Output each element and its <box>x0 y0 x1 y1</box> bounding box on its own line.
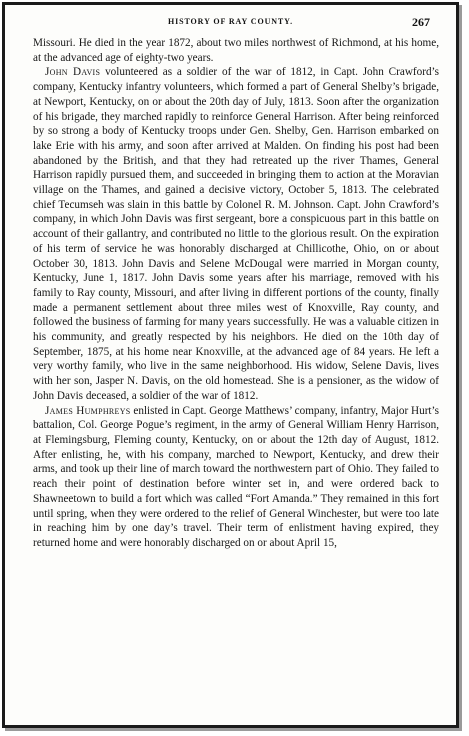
book-page <box>2 2 459 728</box>
paragraph-john-davis <box>33 65 439 403</box>
paragraph-continuation <box>33 36 439 65</box>
running-head: HISTORY OF RAY COUNTY. <box>167 17 294 26</box>
page-number: 267 <box>412 15 430 29</box>
paragraph-text: Missouri. He died in the year 1872, about two miles northwest of Richmond, at his home, at the advanced age of eighty-two years. <box>33 37 439 64</box>
paragraph-text: enlisted in Capt. George Matthews’ company, infantry, Major Hurt’s battalion, Col. George Pogue’s regiment, in the army of General William Henry Harrison, at Flemingsburg, Fleming county, Kentucky, on or about the 12th day of August, 1812. After enlisting, he, with his company, marched to Newport, Kentucky, and drew their arms, and took up their line of march toward the northwestern part of Ohio. They failed to reach their point of destination before winter set in, and were ordered back to Shawneetown to build a fort which was called “Fort Amanda.” They remained in this fort until spring, when they were ordered to the relief of General Winchester, but were too late in reaching him by one day’s travel. Their term of enlistment having expired, they returned home and were honorably discharged on or about April 15, <box>33 404 439 549</box>
paragraph-text: volunteered as a soldier of the war of 1812, in Capt. John Crawford’s company, Kentucky infantry volunteers, which formed a part of General Shelby’s brigade, at Newport, Kentucky, on or about the 20th day of July, 1813. Soon after the organization of his brigade, they marched rapidly to reinforce General Harrison. After being reinforced by so strong a body of Kentucky troops under Gen. Shelby, Gen. Harrison embarked on lake Erie with his army, and soon after arrived at Malden. On finding his post had been abandoned by the British, and that they had retreated up the river Thames, General Harrison rapidly pursued them, and succeeded in bringing them to action at the Moravian village on the Thames, and gained a decisive victory, October 5, 1813. The celebrated chief Tecumseh was slain in this battle by Colonel R. M. Johnson. Capt. John Crawford’s company, in which John Davis was first sergeant, bore a conspicuous part in this battle on account of their gallantry, and contributed no little to the glorious result. On the expiration of his term of service he was honorably discharged at Chillicothe, Ohio, on or about October 30, 1813. John Davis and Selene McDougal were married in Morgan county, Kentucky, June 1, 1817. John Davis some years after his marriage, removed with his family to Ray county, Missouri, and after living in different portions of the county, finally made a permanent settlement about three miles west of Knoxville, Ray county, and followed the business of farming for many years successfully. He was a valuable citizen in his community, and greatly respected by his neighbors. He died on the 10th day of September, 1875, at his home near Knoxville, at the advanced age of 84 years. He left a very worthy family, who live in the same neighborhood. His widow, Selene Davis, lives with her son, Jasper N. Davis, on the old homestead. She is a pensioner, as the widow of John Davis deceased, a soldier of the war of 1812. <box>33 66 440 402</box>
paragraph-james-humphreys <box>33 404 439 551</box>
page-header <box>5 15 456 31</box>
body-text <box>33 36 439 551</box>
person-name-lead: James Humphreys <box>45 404 131 417</box>
person-name-lead: John Davis <box>45 66 101 79</box>
